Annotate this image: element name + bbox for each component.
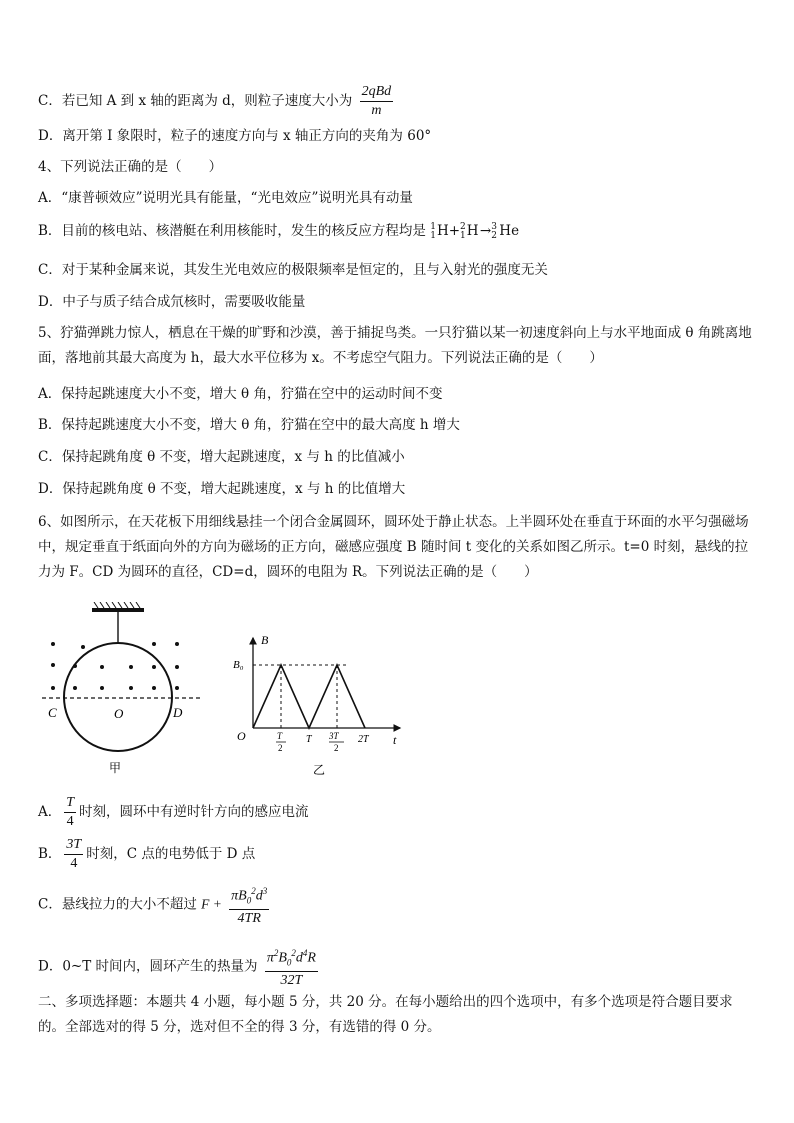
q6-option-a [38,794,309,831]
q3-option-c-fraction [360,83,394,120]
fraction-denominator: 4TR [237,911,261,927]
q4-option-b [38,222,519,241]
q5-option-d: D．保持起跳角度 θ 不变，增大起跳速度，x 与 h 的比值增大 [38,481,406,497]
q5-stem: 5、狞猫弹跳力惊人，栖息在干燥的旷野和沙漠，善于捕捉鸟类。一只狞猫以某一初速度斜向上与水平地面成 θ 角跳离地面，落地前其最大高度为 h，最大水平位移为 x。不考虑空气阻力。下列说法正确的是（ ） [38,325,752,366]
tick-3t-half-num: 3T [329,731,339,741]
tick-t-half-num: T [277,731,283,741]
tick-t-half-den: 2 [278,743,283,753]
q5-option-c: C．保持起跳角度 θ 不变，增大起跳速度，x 与 h 的比值减小 [38,449,405,465]
figure-yi-caption: 乙 [313,763,326,777]
fraction-numerator: T [64,794,76,813]
label-o: O [114,706,124,721]
q6-option-d-text: D．0~T 时间内，圆环产生的热量为 [38,958,258,975]
section-2-instructions: 二、多项选择题：本题共 4 小题，每小题 5 分，共 20 分。在每小题给出的四个选项中，有多个选项是符合题目要求的。全部选对的得 5 分，选对但不全的得 3 分，有选错的得 0 分。 [38,994,733,1035]
q6-option-d-fraction: $\frac{\pi^2B_0^2d^4R}{32T}$ [265,944,318,990]
fraction-denominator: m [371,103,382,118]
axis-t-label: t [393,733,397,747]
q3-option-c-text: C．若已知 A 到 x 轴的距离为 d，则粒子速度大小为 [38,93,353,109]
q5-option-a: A．保持起跳速度大小不变，增大 θ 角，狞猫在空中的运动时间不变 [38,386,443,402]
tick-2t: 2T [358,734,369,745]
q6-option-a-text: 时刻，圆环中有逆时针方向的感应电流 [79,804,309,820]
fraction-numerator: 3T [64,836,83,855]
q5-option-b: B．保持起跳速度大小不变，增大 θ 角，狞猫在空中的最大高度 h 增大 [38,417,460,433]
q6-option-b [38,836,255,873]
q6-option-c-text: C．悬线拉力的大小不超过 [38,896,197,913]
q6-option-c-fraction: $\frac{\pi B_0^2d^3}{4TR}$ [229,882,269,928]
q3-option-c [38,83,396,120]
q4-option-a: A．“康普顿效应”说明光具有能量，“光电效应”说明光具有动量 [38,190,413,206]
q6-stem: 6、如图所示，在天花板下用细线悬挂一个闭合金属圆环，圆环处于静止状态。上半圆环处在垂直于环面的水平匀强磁场中，规定垂直于纸面向外的方向为磁场的正方向，磁感应强度 B 随时间 t 变化的关系如图乙所示。t=0 时刻，悬线的拉力为 F。CD 为圆环的直径，CD=d，圆环的电阻为 R。下列说法正确的是（ ） [38,514,749,580]
tick-3t-half-den: 2 [334,743,339,753]
option-a-marker: A． [38,804,62,820]
nuclear-equation: 1 1 H+ 2 1 H → 3 2 He [430,221,520,241]
label-d: D [173,705,183,720]
b0-label: B₀ [233,659,244,671]
q6-option-c [38,882,272,928]
figure-jia-caption: 甲 [109,761,122,775]
q4-option-b-text: B．目前的核电站、核潜艇在利用核能时，发生的核反应方程均是 [38,223,426,239]
figure-yi-b-vs-t-graph [228,632,408,780]
force-f: F + [201,896,222,912]
option-b-marker: B． [38,846,62,862]
q3-option-d: D．离开第 I 象限时，粒子的速度方向与 x 轴正方向的夹角为 60° [38,128,432,144]
q4-stem: 4、下列说法正确的是（ ） [38,159,223,175]
label-c: C [48,705,57,720]
q4-option-d: D．中子与质子结合成氘核时，需要吸收能量 [38,294,306,310]
q4-option-c: C．对于某种金属来说，其发生光电效应的极限频率是恒定的，且与入射光的强度无关 [38,262,548,278]
origin-label: O [237,729,246,743]
fraction-denominator: 32T [280,973,303,989]
fraction-denominator: 4 [70,856,78,871]
q6-option-b-text: 时刻，C 点的电势低于 D 点 [86,846,256,862]
axis-b-label: B [261,633,269,647]
fraction-numerator: 2qBd [360,83,394,102]
fraction-denominator: 4 [66,814,74,829]
tick-t: T [306,734,312,745]
figure-jia-ring-in-field [36,602,211,780]
q6-option-d [38,944,321,990]
